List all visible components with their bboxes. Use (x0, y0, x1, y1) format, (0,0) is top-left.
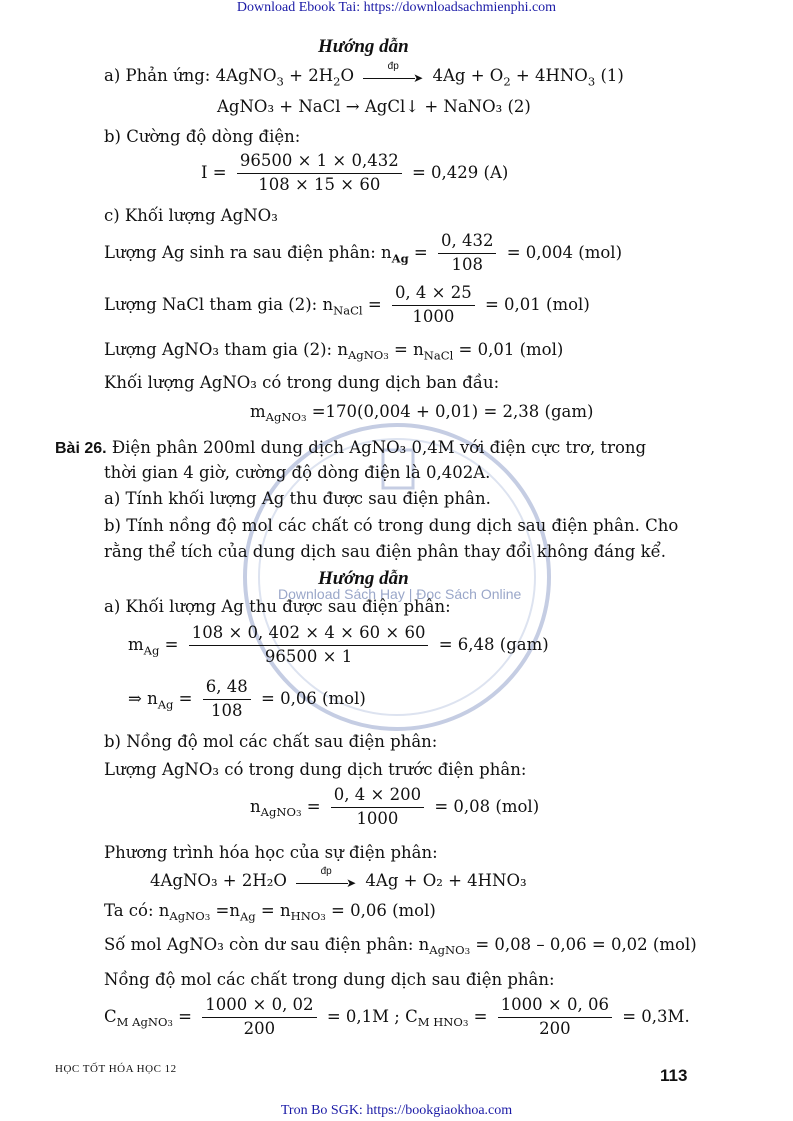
agno3-before-result: = 0,08 (mol) (434, 796, 540, 816)
electrolysis-arrow-icon: đp ➤ (363, 70, 423, 84)
exercise-26-question-b2: rằng thể tích của dung dịch sau điện phân thay đổi không đáng kể. (104, 542, 666, 561)
mole-equality-text: Ta có: n (104, 901, 170, 920)
exercise-26-line1 (55, 438, 646, 458)
agno3-concentration-result: = 0,1M ; (326, 1006, 400, 1026)
mass-section-label: c) Khối lượng AgNO₃ (104, 206, 278, 225)
current-formula (201, 152, 508, 195)
agno3-reacted-line: Lượng AgNO₃ tham gia (2): $n_{AgNO3} = n_{NaCl} = 0,01$ (mol) (104, 340, 564, 363)
ag-mass-fraction: $\frac{108 \times 0, 402 \times 4 \times 60 \times 60}{96500 \times 1}$ (189, 624, 429, 667)
initial-mass-formula: $m_{AgNO3} =170(0,004 + 0,01) = 2,38$ (gam) (250, 402, 594, 425)
reaction-1-water: + 2H (283, 66, 334, 85)
final-concentration-formula: $C_{M AgNO3}$ = $\frac{1000 \times 0, 02}{200}$ = 0,1M ; $C_{M HNO3}$ = $\frac{1000 \times 0, 06}{200}$ = 0,3M. (104, 995, 690, 1038)
ag-moles-formula: ⇒ $n_{Ag}$ = $\frac{6, 48}{108}$ = 0,06 (mol) (128, 677, 366, 720)
current-fraction: $\frac{96500 \times 1 \times 0,432}{108 \times 15 \times 60}$ (237, 152, 402, 195)
agno3-before-label: Lượng AgNO₃ có trong dung dịch trước điện phân: (104, 760, 527, 779)
nacl-line: Lượng NaCl tham gia (2): $n_{NaCl}$ = $\frac{0, 4 \times 25}{1000}$ = 0,01 (mol) (104, 283, 590, 326)
agno3-before-formula: $n_{AgNO3}$ = $\frac{0, 4 \times 200}{1000}$ = 0,08 (mol) (250, 785, 540, 828)
current-lhs: I = (201, 162, 227, 182)
reaction-2: AgNO₃ + NaCl → AgCl↓ + NaNO₃ (2) (217, 97, 531, 116)
ag-produced-text: Lượng Ag sinh ra sau điện phân: n (104, 242, 392, 262)
guide-heading-2: Hướng dẫn (318, 568, 409, 589)
reaction-1-number: (1) (595, 66, 624, 85)
excess-agno3-text: Số mol AgNO₃ còn dư sau điện phân: n (104, 935, 430, 954)
ag-produced-result: = 0,004 (mol) (506, 242, 623, 262)
page-number: 113 (660, 1066, 688, 1085)
reaction-1-products: 4Ag + O (432, 66, 504, 85)
ag-mass-label: a) Khối lượng Ag thu được sau điện phân: (104, 597, 451, 616)
ag-produced-line: Lượng Ag sinh ra sau điện phân: $n_{Ag}$ = $\frac{0, 432}{108}$ = 0,004 (mol) (104, 231, 623, 274)
ag-moles-result: = 0,06 (mol) (261, 688, 366, 708)
guide-heading-1: Hướng dẫn (318, 36, 409, 57)
initial-mass-label: Khối lượng AgNO₃ có trong dung dịch ban đầu: (104, 373, 500, 392)
exercise-26-line2: thời gian 4 giờ, cường độ dòng điện là 0,402A. (104, 463, 491, 482)
ag-moles-fraction: $\frac{6, 48}{108}$ (203, 678, 251, 721)
watermark-text: Download Sách Hay | Đọc Sách Online (278, 586, 522, 602)
excess-agno3-result: = 0,08 – 0,06 = 0,02 (mol) (470, 935, 697, 954)
agno3-before-fraction: $\frac{0, 4 \times 200}{1000}$ (331, 786, 424, 829)
mole-equality-line: Ta có: $n_{AgNO3} =n_{Ag} = n_{HNO3} = 0,06$ (mol) (104, 901, 436, 924)
ag-produced-fraction: $\frac{0, 432}{108}$ (438, 232, 496, 275)
exercise-26-text1: Điện phân 200ml dung dịch AgNO₃ 0,4M với điện cực trơ, trong (106, 438, 647, 457)
electrolysis-arrow-icon: đp ➤ (296, 875, 356, 889)
top-download-link[interactable]: Download Ebook Tai: https://downloadsachmienphi.com (236, 0, 557, 15)
excess-agno3-line: Số mol AgNO₃ còn dư sau điện phân: $n_{AgNO3} = 0,08 - 0,06 = 0,02$ (mol) (104, 935, 697, 958)
exercise-26-question-a: a) Tính khối lượng Ag thu được sau điện phân. (104, 489, 491, 508)
electrolysis-equation (150, 865, 527, 890)
bottom-sgk-link[interactable]: Tron Bo SGK: https://bookgiaokhoa.com (280, 1103, 513, 1118)
reaction-1-o: O (340, 66, 354, 85)
equation-reactants: 4AgNO₃ + 2H₂O (150, 871, 287, 890)
agno3-reacted-result: = 0,01 (mol) (453, 340, 564, 359)
nacl-result: = 0,01 (mol) (484, 294, 590, 314)
agno3-concentration-fraction: $\frac{1000 \times 0, 02}{200}$ (202, 996, 316, 1039)
book-title: HỌC TỐT HÓA HỌC 12 (55, 1063, 177, 1075)
concentration-section-label: b) Nồng độ mol các chất sau điện phân: (104, 732, 438, 751)
agno3-reacted-text: Lượng AgNO₃ tham gia (2): n (104, 340, 348, 359)
hno3-concentration-fraction: $\frac{1000 \times 0, 06}{200}$ (498, 996, 612, 1039)
equation-products: 4Ag + O₂ + 4HNO₃ (365, 871, 527, 890)
ag-mass-formula: $m_{Ag}$ = $\frac{108 \times 0, 402 \times 4 \times 60 \times 60}{96500 \times 1}$ = 6,48 (gam) (128, 623, 549, 666)
hno3-concentration-result: = 0,3M. (622, 1006, 690, 1026)
current-label: b) Cường độ dòng điện: (104, 127, 301, 146)
mole-equality-result: = 0,06 (mol) (325, 901, 436, 920)
equation-label: Phương trình hóa học của sự điện phân: (104, 843, 438, 862)
nacl-text: Lượng NaCl tham gia (2): n (104, 294, 334, 314)
reaction-1: a) Phản ứng: 4AgNO$_3$ + $2H_2O$ đp ➤ $4Ag + O_2 + 4HNO_3$ (1) (104, 60, 624, 89)
reaction-1-label: a) Phản ứng: 4AgNO (104, 66, 277, 85)
ag-mass-result: = 6,48 (gam) (438, 634, 549, 654)
exercise-26-label: Bài 26. (55, 440, 107, 457)
current-result: = 0,429 (A) (411, 162, 509, 182)
final-concentration-label: Nồng độ mol các chất trong dung dịch sau điện phân: (104, 970, 555, 989)
nacl-fraction: $\frac{0, 4 \times 25}{1000}$ (392, 284, 475, 327)
initial-mass-result: =170(0,004 + 0,01) = 2,38 (gam) (306, 402, 594, 421)
reaction-1-hno3: + 4HNO (510, 66, 588, 85)
exercise-26-question-b1: b) Tính nồng độ mol các chất có trong dung dịch sau điện phân. Cho (104, 516, 679, 535)
